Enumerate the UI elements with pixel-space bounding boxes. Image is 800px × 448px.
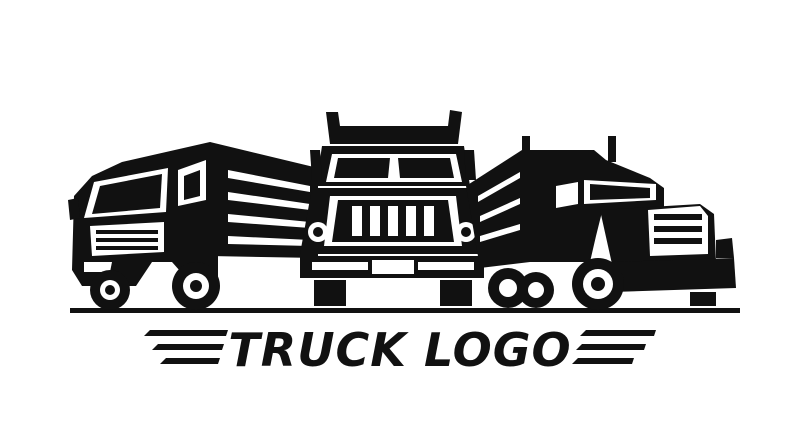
- left-truck-icon: [68, 142, 318, 310]
- speed-lines-left: [144, 330, 228, 364]
- center-truck-icon: [300, 110, 484, 306]
- speed-lines-right: [572, 330, 656, 364]
- ground-line: [70, 308, 740, 313]
- right-truck-icon: [466, 136, 736, 310]
- logo-title: TRUCK LOGO: [228, 323, 572, 377]
